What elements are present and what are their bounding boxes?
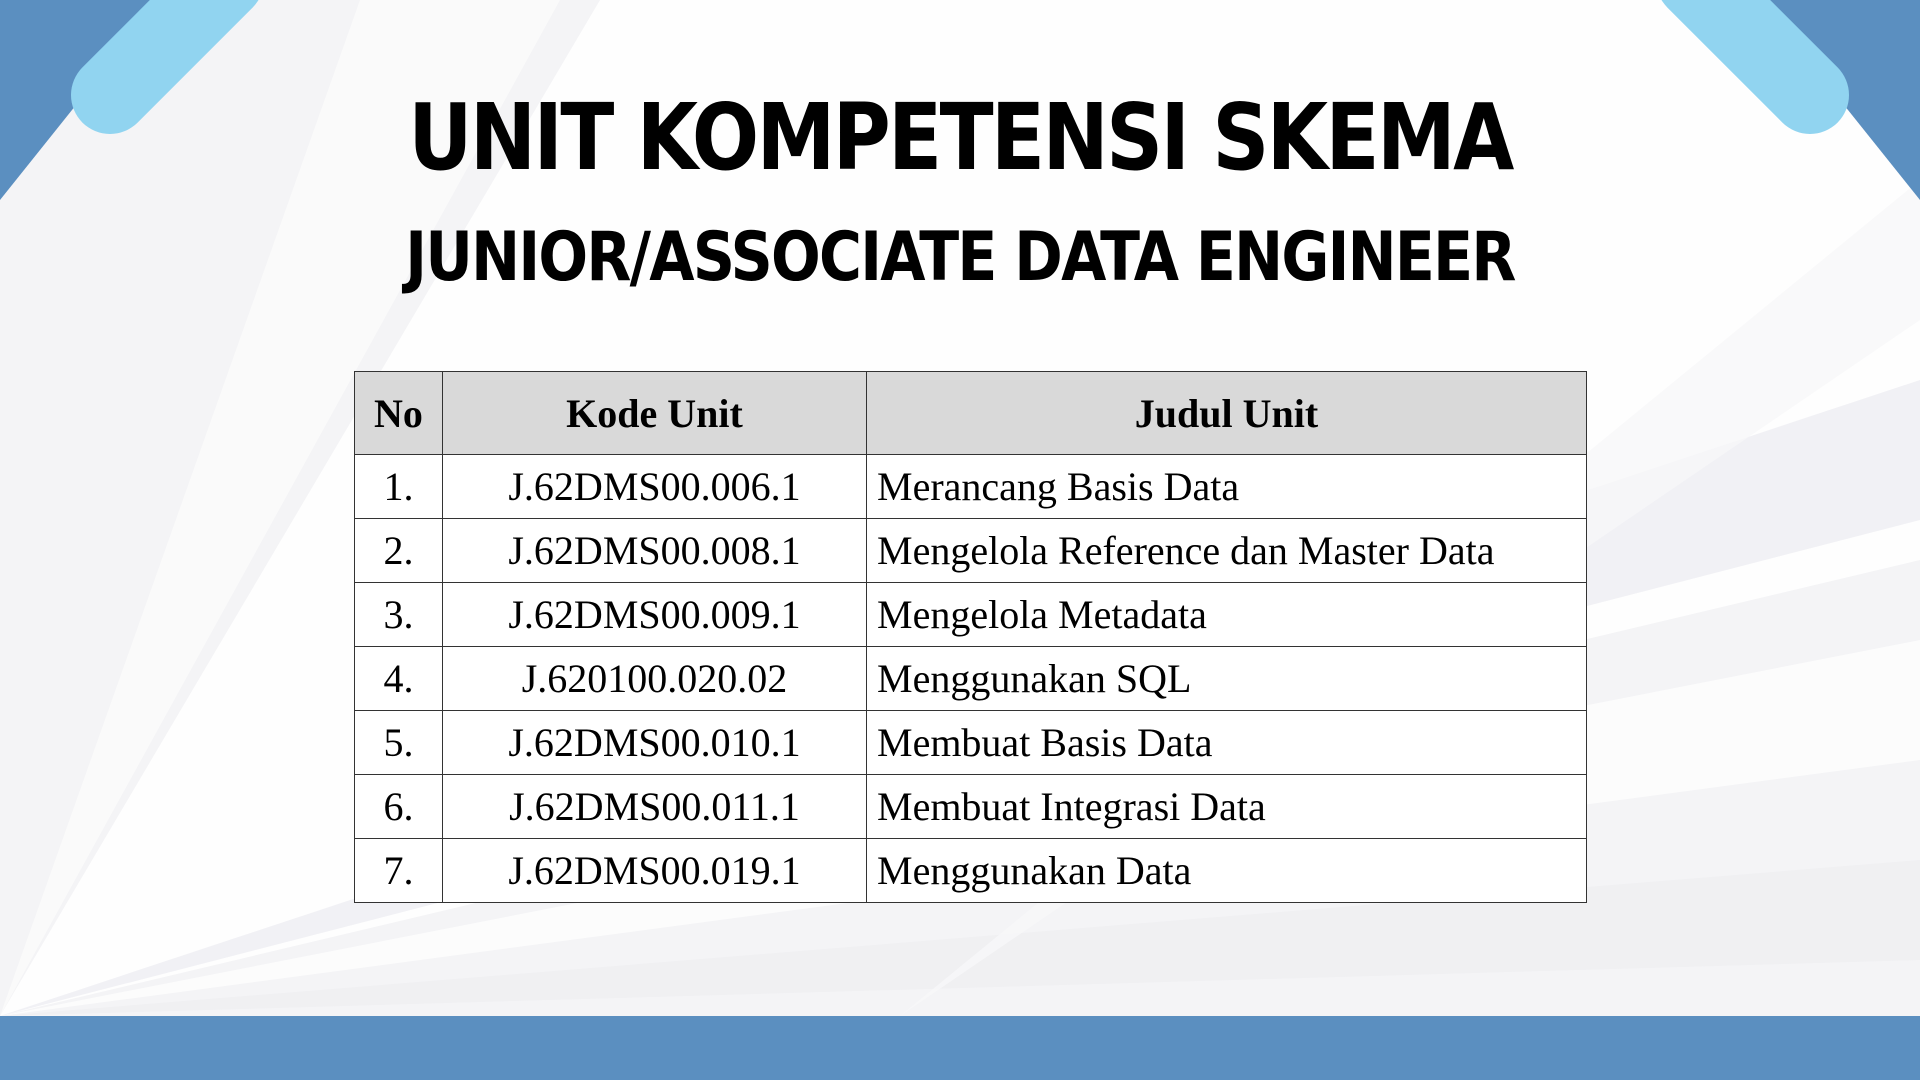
cell-title: Mengelola Reference dan Master Data [867, 519, 1587, 583]
page-title: UNIT KOMPETENSI SKEMA [408, 84, 1512, 191]
cell-title: Menggunakan Data [867, 839, 1587, 903]
cell-title: Menggunakan SQL [867, 647, 1587, 711]
table-row [355, 839, 1587, 903]
table-row [355, 455, 1587, 519]
cell-title: Membuat Integrasi Data [867, 775, 1587, 839]
table-row [355, 775, 1587, 839]
cell-no: 3. [355, 583, 443, 647]
cell-code: J.62DMS00.019.1 [443, 839, 867, 903]
cell-code: J.62DMS00.010.1 [443, 711, 867, 775]
table-row [355, 519, 1587, 583]
cell-title: Merancang Basis Data [867, 455, 1587, 519]
table-row [355, 583, 1587, 647]
header-judul-unit: Judul Unit [867, 372, 1587, 455]
header-kode-unit: Kode Unit [443, 372, 867, 455]
competency-table-container [354, 371, 1587, 903]
cell-title: Membuat Basis Data [867, 711, 1587, 775]
table-header-row [355, 372, 1587, 455]
bottom-bar [0, 1016, 1920, 1080]
cell-no: 4. [355, 647, 443, 711]
table-row [355, 711, 1587, 775]
cell-no: 1. [355, 455, 443, 519]
cell-no: 5. [355, 711, 443, 775]
cell-code: J.620100.020.02 [443, 647, 867, 711]
cell-no: 7. [355, 839, 443, 903]
competency-table [354, 371, 1587, 903]
cell-code: J.62DMS00.009.1 [443, 583, 867, 647]
cell-no: 2. [355, 519, 443, 583]
cell-code: J.62DMS00.011.1 [443, 775, 867, 839]
header-no: No [355, 372, 443, 455]
cell-title: Mengelola Metadata [867, 583, 1587, 647]
cell-no: 6. [355, 775, 443, 839]
page-subtitle: JUNIOR/ASSOCIATE DATA ENGINEER [405, 218, 1515, 297]
table-row [355, 647, 1587, 711]
cell-code: J.62DMS00.008.1 [443, 519, 867, 583]
cell-code: J.62DMS00.006.1 [443, 455, 867, 519]
